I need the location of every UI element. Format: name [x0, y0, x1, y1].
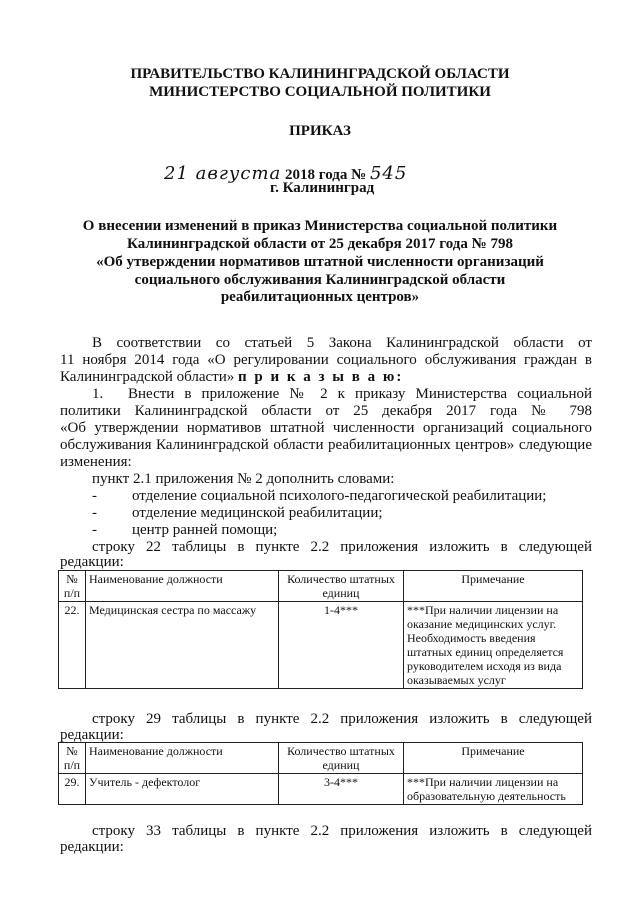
row-position: Медицинская сестра по массажу	[86, 602, 279, 689]
header-num	[59, 571, 86, 602]
table-row-22	[58, 570, 583, 689]
note-line: оказание медицинских услуг.	[407, 617, 557, 631]
government-header: ПРАВИТЕЛЬСТВО КАЛИНИНГРАДСКОЙ ОБЛАСТИ	[130, 66, 510, 82]
preamble-line-1: В соответствии со статьей 5 Закона Калининградской области от	[92, 335, 592, 351]
header-num	[59, 743, 86, 774]
note-line: Необходимость введения	[407, 631, 536, 645]
order-word: п р и к а з ы в а ю:	[238, 369, 404, 385]
header-note: Примечание	[404, 571, 583, 602]
row-num: 29.	[59, 774, 86, 805]
row-num: 22.	[59, 602, 86, 689]
table-row-29	[58, 742, 583, 805]
order-year: 2018 года №	[285, 167, 367, 183]
row29-instruction: строку 29 таблицы в пункте 2.2 приложения изложить в следующей	[92, 711, 592, 727]
bullet-dash: -	[92, 488, 97, 504]
note-line: ***При наличии лицензии на	[407, 603, 559, 617]
table-header-row	[59, 743, 583, 774]
header-position: Наименование должности	[86, 743, 279, 774]
bullet-item: отделение социальной психолого-педагогической реабилитации;	[132, 488, 547, 504]
item1-line-3: «Об утверждении нормативов штатной численности организаций социального	[60, 420, 592, 436]
table-row	[59, 774, 583, 805]
document-title-line-5: реабилитационных центров»	[220, 289, 420, 305]
preamble-region: Калининградской области»	[60, 369, 235, 385]
row33-redaction: редакции:	[60, 839, 124, 855]
row33-instruction: строку 33 таблицы в пункте 2.2 приложения изложить в следующей	[92, 823, 592, 839]
item-number: 1.	[92, 386, 104, 402]
table-header-row	[59, 571, 583, 602]
header-quantity	[279, 571, 404, 602]
header-note: Примечание	[404, 743, 583, 774]
header-num-line2: п/п	[63, 586, 81, 600]
order-title: ПРИКАЗ	[289, 123, 351, 139]
note-line: образовательную деятельность	[407, 789, 566, 803]
bullet-dash: -	[92, 522, 97, 538]
row-quantity: 1-4***	[279, 602, 404, 689]
item1-line-5: изменения:	[60, 454, 132, 470]
document-title-line-1: О внесении изменений в приказ Министерства социальной политики	[82, 218, 558, 234]
city: г. Калининград	[270, 180, 375, 196]
bullet-item: центр ранней помощи;	[132, 522, 278, 538]
preamble-line-3	[60, 369, 403, 386]
document-title-line-4: социального обслуживания Калининградской области	[134, 272, 506, 288]
item1-line-1: Внести в приложение № 2 к приказу Министерства социальной	[128, 386, 592, 402]
row22-redaction: редакции:	[60, 554, 124, 570]
header-quantity	[279, 743, 404, 774]
note-line: руководителем исходя из вида	[407, 659, 562, 673]
row-position: Учитель - дефектолог	[86, 774, 279, 805]
bullet-dash: -	[92, 505, 97, 521]
header-num-line1: №	[66, 744, 78, 758]
bullet-item: отделение медицинской реабилитации;	[132, 505, 383, 521]
row29-redaction: редакции:	[60, 727, 124, 743]
row22-instruction: строку 22 таблицы в пункте 2.2 приложения изложить в следующей	[92, 539, 592, 555]
header-num-line2: п/п	[63, 758, 81, 772]
row-note	[404, 602, 583, 689]
ministry-header: МИНИСТЕРСТВО СОЦИАЛЬНОЙ ПОЛИТИКИ	[149, 84, 491, 100]
header-num-line1: №	[66, 572, 78, 586]
header-qty-line1: Количество штатных	[287, 572, 395, 586]
item1-line-4: обслуживания Калининградской области реабилитационных центров» следующие	[60, 437, 592, 453]
handwritten-date: 21 августа	[164, 163, 282, 184]
preamble-line-2: 11 ноября 2014 года «О регулировании социального обслуживания граждан в	[60, 352, 592, 368]
handwritten-order-number: 545	[369, 163, 408, 184]
document-title-line-3: «Об утверждении нормативов штатной численности организаций	[96, 254, 544, 270]
table-row	[59, 602, 583, 689]
header-qty-line1: Количество штатных	[287, 744, 395, 758]
header-position: Наименование должности	[86, 571, 279, 602]
header-qty-line2: единиц	[322, 586, 360, 600]
note-line: ***При наличии лицензии на	[407, 775, 559, 789]
document-title-line-2: Калининградской области от 25 декабря 2017 года № 798	[127, 236, 513, 252]
row-quantity: 3-4***	[279, 774, 404, 805]
row-note	[404, 774, 583, 805]
note-line: оказываемых услуг	[407, 673, 506, 687]
point-2-1: пункт 2.1 приложения № 2 дополнить словами:	[92, 471, 395, 487]
note-line: штатных единиц определяется	[407, 645, 564, 659]
item1-line-2: политики Калининградской области от 25 декабря 2017 года № 798	[60, 403, 592, 419]
header-qty-line2: единиц	[322, 758, 360, 772]
